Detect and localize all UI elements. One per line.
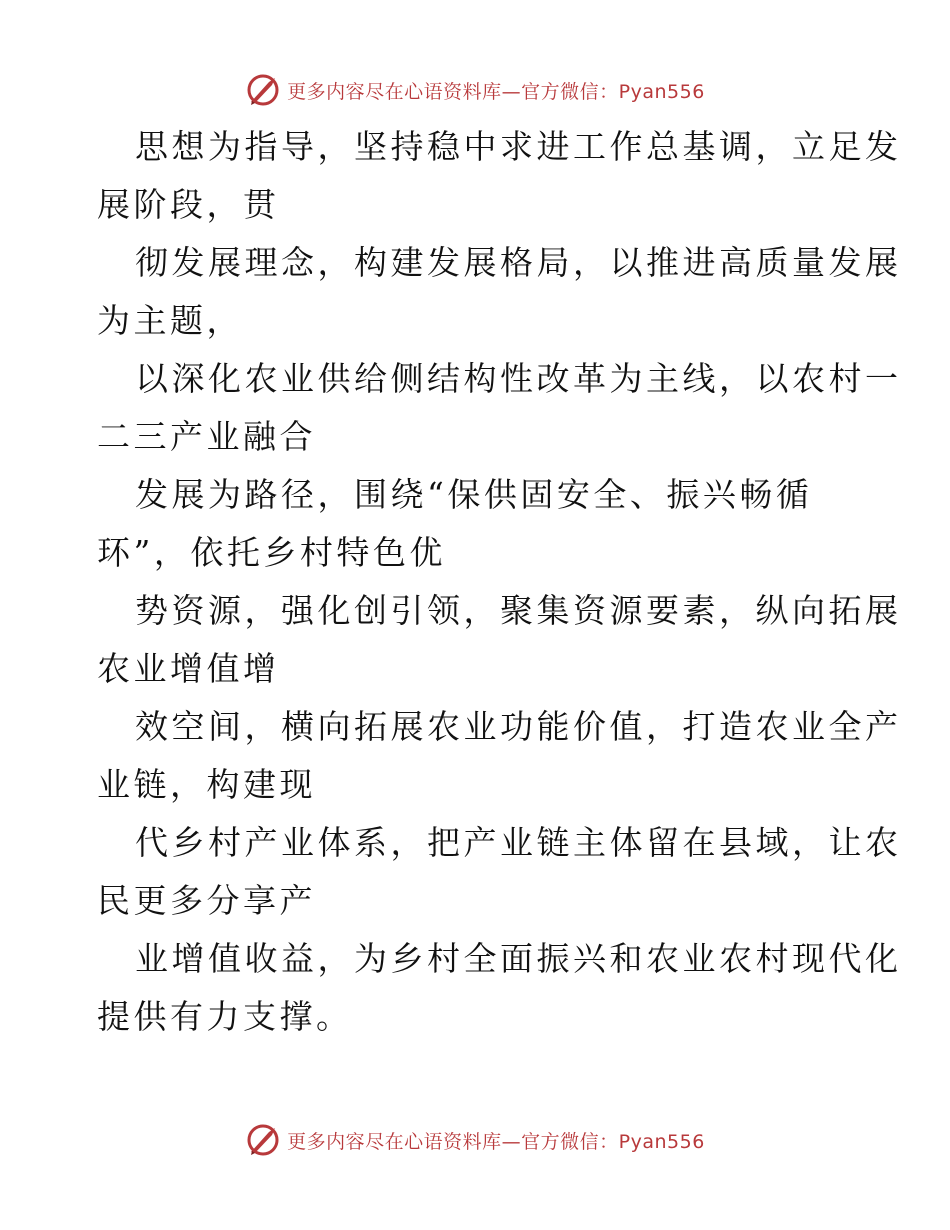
paragraph — [97, 930, 902, 1046]
header-text: 更多内容尽在心语资料库—官方微信：Pyan556 — [287, 80, 705, 103]
paragraph — [97, 350, 902, 466]
paragraph-line: 代乡村产业体系，把产业链主体留在县域，让农 — [135, 823, 902, 862]
header-banner — [0, 70, 950, 110]
paragraph — [97, 582, 902, 698]
paragraph-line: 思想为指导，坚持稳中求进工作总基调，立足发 — [135, 127, 902, 166]
paragraph-line: 农业增值增 — [97, 649, 280, 688]
paragraph-line: 发展为路径，围绕“保供固安全、振兴畅循 — [135, 475, 813, 514]
paragraph-line: 业增值收益，为乡村全面振兴和农业农村现代化 — [135, 939, 902, 978]
paragraph-line: 彻发展理念，构建发展格局，以推进高质量发展 — [135, 243, 902, 282]
footer-text: 更多内容尽在心语资料库—官方微信：Pyan556 — [287, 1130, 705, 1153]
paragraph-line: 展阶段，贯 — [97, 185, 280, 224]
paragraph — [97, 698, 902, 814]
footer-banner — [0, 1120, 950, 1160]
paragraph-line: 势资源，强化创引领，聚集资源要素，纵向拓展 — [135, 591, 902, 630]
paragraph — [97, 118, 902, 234]
quill-pen-logo-icon — [245, 72, 281, 108]
paragraph-line: 提供有力支撑。 — [97, 997, 353, 1036]
quill-pen-logo-icon — [245, 1122, 281, 1158]
paragraph-line: 环”，依托乡村特色优 — [97, 533, 446, 572]
paragraph-line: 以深化农业供给侧结构性改革为主线，以农村一 — [135, 359, 902, 398]
paragraph — [97, 814, 902, 930]
paragraph-line: 业链，构建现 — [97, 765, 316, 804]
document-body — [97, 118, 902, 1046]
paragraph — [97, 234, 902, 350]
paragraph — [97, 466, 857, 582]
paragraph-line: 为主题， — [97, 301, 243, 340]
paragraph-line: 民更多分享产 — [97, 881, 316, 920]
paragraph-line: 二三产业融合 — [97, 417, 316, 456]
paragraph-line: 效空间，横向拓展农业功能价值，打造农业全产 — [135, 707, 902, 746]
